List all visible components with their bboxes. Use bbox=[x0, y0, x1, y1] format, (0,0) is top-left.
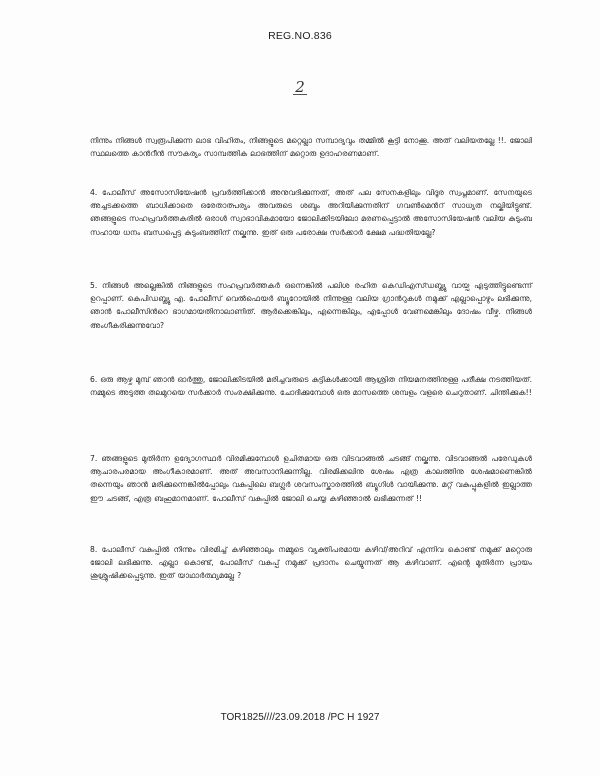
page-number-text: 2 bbox=[295, 78, 305, 96]
paragraph-4: 4. പോലീസ് അസോസിയേഷൻ പ്രവർത്തിക്കാൻ അനുവദിക്കുന്നത്, അത് പല സേനകളിലും വിദൂര സ്വപ്നമാണ്. സേനയുടെ അച്ചടക്കത്തെ ബാധിക്കാതെ ഒരേതാത്പര്യം അവരുടെ ശബ്ദം അറിയിക്കുന്നതിന് ഗവൺമെൻറ് സാധ്യത നല്കിയിട്ടുണ്ട്. ഞങ്ങളുടെ സഹപ്രവർത്തകരിൽ ഒരാൾ സ്വാഭാവികമായോ ജോലിക്കിടയിലോ മരണപ്പെട്ടാൽ അസോസിയേഷൻ വലിയ കുടുംബ സഹായ ധനം ബന്ധപ്പെട്ട കുടുംബത്തിന് നല്കുന്നു. ഇത് ഒരു പരോക്ഷ സർക്കാർ ക്ഷേമ പദ്ധതിയല്ലേ? bbox=[90, 188, 532, 237]
paragraph-8: 8. പോലീസ് വകുപ്പിൽ നിന്നും വിരമിച്ച് കഴിഞ്ഞാലും നമ്മുടെ വ്യക്തിപരമായ കഴിവ്/അറിവ് എന്നിവ കൊണ്ട് നമുക്ക് മറ്റൊരു ജോലി ലഭിക്കുന്നു. എല്ലാ കൊണ്ട്, പോലീസ് വകുപ്പ് നമുക്ക് പ്രദാനം ചെയ്യുന്നത് ആ കഴിവാണ്. എന്റെ മുതിർന്ന പ്രായം ശുശ്രൂഷിക്കപ്പെടുന്നു. ഇത് യാഥാർത്ഥ്യമല്ലേ ? bbox=[90, 545, 532, 581]
paragraph-5: 5. നിങ്ങൾ അല്ലെങ്കിൽ നിങ്ങളുടെ സഹപ്രവർത്തകർ ഒന്നെങ്കിൽ പലിശ രഹിത കെഡിഎസ്ഡബ്ല്യു വായ്പ എടുത്തിട്ടുണ്ടെന്ന് ഉറപ്പാണ്. കെപിഡബ്ല്യു എ. പോലീസ് വെൽഫെയർ ബ്യൂറോയിൽ നിന്നുള്ള വലിയ ഗ്രാൻറുകൾ നമുക്ക് എല്ലാപ്പൊഴും ലഭിക്കുന്നു, ഞാൻ പോലീസിൻറെ ഭാഗമായതിനാലാണിത്. ആർക്കെങ്കിലും, എന്നെങ്കിലും, എപ്പോൾ വേണമെങ്കിലും ദോഷം വീഴ്ച. നിങ്ങൾ അംഗീകരിക്കുന്നുവോ? bbox=[90, 281, 532, 330]
paragraph-intro: നിന്നും നിങ്ങൾ സ്വരൂപിക്കുന്ന ലാഭ വിഹിതം, നിങ്ങളുടെ മറ്റെല്ലാ സമ്പാദ്യവും തമ്മിൽ കൂട്ടി നോക്കൂ. അത് വലിയതല്ലേ !!. ജോലി സ്ഥലത്തെ കാൻറീൻ സൗകര്യം സാമ്പത്തിക ലാഭത്തിന് മറ്റൊരു ഉദാഹരണമാണ്. bbox=[90, 136, 532, 159]
page-number bbox=[0, 78, 600, 96]
document-footer-reference: TOR1825////23.09.2018 /PC H 1927 bbox=[220, 712, 380, 723]
paragraph-6: 6. ഒരു ആഴ്ച മുമ്പ് ഞാൻ ഓർത്തു, ജോലിക്കിടയിൽ മരിച്ചവരുടെ കുട്ടികൾക്കായി ആശ്രിത നിയമനത്തിനുള്ള പരീക്ഷ നടത്തിയത്. നമ്മുടെ അടുത്ത തലമുറയെ സർക്കാർ സംരക്ഷിക്കുന്നു. ചോദിക്കുമ്പോൾ ഒരു മാസത്തെ ശമ്പളം വളരെ ചെറുതാണ്. ചിന്തിക്കുക!! bbox=[90, 375, 532, 398]
paragraph-7: 7. ഞങ്ങളുടെ മുതിർന്ന ഉദ്യോഗസ്ഥർ വിരമിക്കുമ്പോൾ ഉചിതമായ ഒരു വിടവാങ്ങൽ ചടങ്ങ് നല്കുന്നു. വിടവാങ്ങൽ പരേഡുകൾ ആചാരപരമായ അംഗീകാരമാണ്. അത് അവസാനിക്കുന്നില്ല. വിരമിക്കലിനു ശേഷം എത്ര കാലത്തിനു ശേഷമാണെങ്കിൽ തന്നെയും ഞാൻ മരിക്കുന്നെങ്കിൽപ്പോലും വകുപ്പിലെ ബഗ്ലർ ശവസംസ്കാരത്തിൽ ബ്യൂഗിൾ വായിക്കുന്നു. മറ്റ് വകുപ്പുകളിൽ ഇല്ലാത്ത ഈ ചടങ്ങ്, എത്ര ബഹുമാനമാണ്. പോലീസ് വകുപ്പിൽ ജോലി ചെയ്യ കഴിഞ്ഞാൽ ലഭിക്കുന്നത് !! bbox=[90, 454, 532, 503]
registration-number: REG.NO.836 bbox=[268, 30, 332, 42]
